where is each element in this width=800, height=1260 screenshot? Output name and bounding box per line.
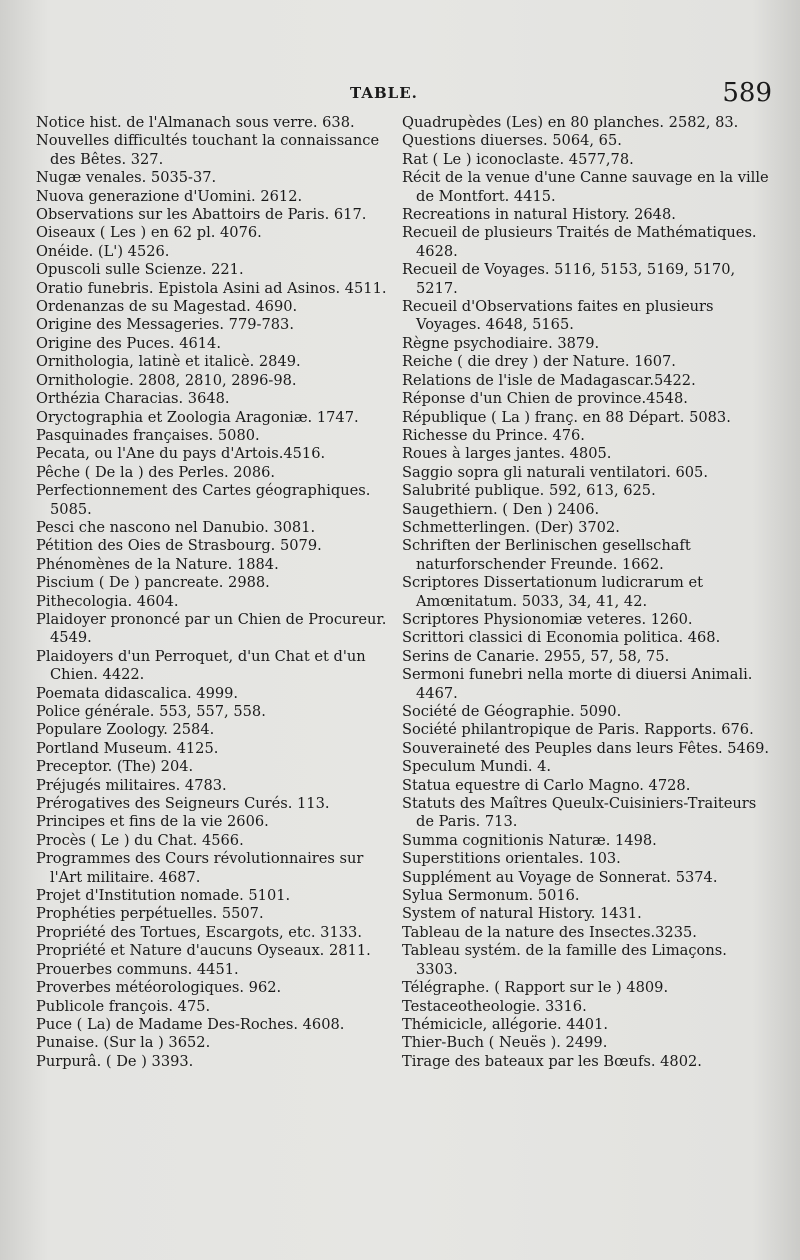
index-entry: Oiseaux ( Les ) en 62 pl. 4076. — [36, 224, 262, 242]
index-entry: Reiche ( die drey ) der Nature. 1607. — [402, 353, 676, 371]
index-entry: Serins de Canarie. 2955, 57, 58, 75. — [402, 647, 670, 665]
index-entry: Portland Museum. 4125. — [36, 739, 219, 757]
index-entry: Recueil d'Observations faites en plusieurs Voyages. 4648, 5165. — [402, 298, 714, 334]
index-entry: Procès ( Le ) du Chat. 4566. — [36, 831, 244, 849]
index-entry: Scriptores Dissertationum ludicrarum et Amœnitatum. 5033, 34, 41, 42. — [402, 574, 703, 610]
index-entry: Saugethiern. ( Den ) 2406. — [402, 500, 600, 518]
index-entry: Prophéties perpétuelles. 5507. — [36, 905, 264, 923]
index-entry: Recueil de plusieurs Traités de Mathématiques. 4628. — [402, 224, 757, 260]
index-entry: République ( La ) franç. en 88 Départ. 5083. — [402, 408, 731, 426]
index-entry: Propriété des Tortues, Escargots, etc. 3133. — [36, 923, 362, 941]
index-entry: Préjugés militaires. 4783. — [36, 776, 227, 794]
index-entry: Tableau systém. de la famille des Limaçons. 3303. — [402, 942, 727, 978]
index-entry: Nugæ venales. 5035-37. — [36, 169, 217, 187]
index-entry: Observations sur les Abattoirs de Paris. 617. — [36, 206, 367, 224]
index-entry: Pêche ( De la ) des Perles. 2086. — [36, 463, 276, 481]
index-entry: Prouerbes communs. 4451. — [36, 960, 239, 978]
index-entry: Sylua Sermonum. 5016. — [402, 887, 580, 905]
index-entry: Ornithologie. 2808, 2810, 2896-98. — [36, 371, 297, 389]
index-entry: Perfectionnement des Cartes géographiques. 5085. — [36, 482, 371, 518]
running-title: TABLE. — [350, 84, 418, 102]
index-entry: Plaidoyer prononcé par un Chien de Procureur. 4549. — [36, 610, 387, 647]
index-entry: Saggio sopra gli naturali ventilatori. 605. — [402, 463, 708, 481]
index-entry: Statuts des Maîtres Queulx-Cuisiniers-Traiteurs de Paris. 713. — [402, 795, 757, 831]
index-entry: Société de Géographie. 5090. — [402, 703, 622, 720]
index-entry: System of natural History. 1431. — [402, 905, 642, 923]
index-entry: Quadrupèdes (Les) en 80 planches. 2582, 83. — [402, 114, 739, 131]
index-entry: Pétition des Oies de Strasbourg. 5079. — [36, 537, 322, 555]
index-entry: Questions diuerses. 5064, 65. — [402, 132, 622, 150]
index-entry: Statua equestre di Carlo Magno. 4728. — [402, 776, 691, 794]
index-entry: Piscium ( De ) pancreate. 2988. — [36, 574, 270, 592]
index-entry: Publicole françois. 475. — [36, 997, 211, 1015]
index-entry: Supplément au Voyage de Sonnerat. 5374. — [402, 868, 718, 886]
index-entry: Relations de l'isle de Madagascar.5422. — [402, 371, 696, 389]
index-entry: Recueil de Voyages. 5116, 5153, 5169, 5170, 5217. — [402, 261, 736, 297]
index-entry: Réponse d'un Chien de province.4548. — [402, 390, 688, 408]
index-entry: Testaceotheologie. 3316. — [402, 997, 587, 1015]
index-entry: Preceptor. (The) 204. — [36, 758, 194, 776]
index-entry: Nouvelles difficultés touchant la connaissance des Bêtes. 327. — [36, 132, 380, 168]
index-entry: Superstitions orientales. 103. — [402, 850, 621, 868]
index-entry: Salubrité publique. 592, 613, 625. — [402, 482, 656, 500]
index-entry: Purpurâ. ( De ) 3393. — [36, 1052, 194, 1070]
index-entry: Schmetterlingen. (Der) 3702. — [402, 518, 620, 536]
index-entry: Tableau de la nature des Insectes.3235. — [402, 923, 697, 941]
index-entry: Speculum Mundi. 4. — [402, 758, 552, 776]
index-entry: Société philantropique de Paris. Rapports. 676. — [402, 721, 754, 739]
index-entry: Télégraphe. ( Rapport sur le ) 4809. — [402, 979, 669, 997]
left-column — [36, 114, 392, 1071]
index-entry: Ornithologia, latinè et italicè. 2849. — [36, 353, 301, 371]
index-entry: Scriptores Physionomiæ veteres. 1260. — [402, 610, 693, 628]
index-entry: Programmes des Cours révolutionnaires sur l'Art militaire. 4687. — [36, 850, 364, 886]
index-entry: Sermoni funebri nella morte di diuersi Animali. 4467. — [402, 666, 753, 702]
index-entry: Récit de la venue d'une Canne sauvage en la ville de Montfort. 4415. — [402, 169, 769, 205]
index-entry: Nuova generazione d'Uomini. 2612. — [36, 187, 303, 205]
index-entry: Projet d'Institution nomade. 5101. — [36, 887, 291, 905]
index-entry: Phénomènes de la Nature. 1884. — [36, 555, 279, 573]
index-entry: Pesci che nascono nel Danubio. 3081. — [36, 518, 316, 536]
index-entry: Punaise. (Sur la ) 3652. — [36, 1034, 211, 1052]
index-entry: Pithecologia. 4604. — [36, 592, 179, 610]
index-entry: Propriété et Nature d'aucuns Oyseaux. 2811. — [36, 942, 371, 960]
right-column — [402, 114, 770, 1071]
index-entry: Notice hist. de l'Almanach sous verre. 638. — [36, 114, 355, 131]
index-entry: Proverbes météorologiques. 962. — [36, 979, 282, 997]
index-entry: Police générale. 553, 557, 558. — [36, 703, 266, 720]
index-entry: Onéide. (L') 4526. — [36, 242, 170, 260]
index-entry: Richesse du Prince. 476. — [402, 426, 585, 444]
index-entry: Principes et fins de la vie 2606. — [36, 813, 269, 831]
index-entry: Souveraineté des Peuples dans leurs Fêtes. 5469. — [402, 739, 770, 757]
index-entry: Scrittori classici di Economia politica. 468. — [402, 629, 721, 647]
index-entry: Opuscoli sulle Scienze. 221. — [36, 261, 244, 279]
index-entry: Origine des Puces. 4614. — [36, 334, 221, 352]
index-entry: Plaidoyers d'un Perroquet, d'un Chat et d'un Chien. 4422. — [36, 647, 366, 684]
index-entry: Tirage des bateaux par les Bœufs. 4802. — [402, 1052, 702, 1070]
index-entry: Puce ( La) de Madame Des-Roches. 4608. — [36, 1015, 345, 1033]
index-entry: Pasquinades françaises. 5080. — [36, 426, 260, 444]
index-entry: Oratio funebris. Epistola Asini ad Asinos. 4511. — [36, 279, 387, 297]
index-entry: Prérogatives des Seigneurs Curés. 113. — [36, 795, 330, 813]
page-number: 589 — [722, 78, 772, 108]
page-header — [0, 80, 800, 106]
index-entry: Oryctographia et Zoologia Aragoniæ. 1747. — [36, 408, 359, 426]
index-entry: Thémicicle, allégorie. 4401. — [402, 1015, 609, 1033]
index-entry: Recreations in natural History. 2648. — [402, 206, 676, 224]
index-entry: Thier-Buch ( Neuës ). 2499. — [402, 1034, 608, 1052]
index-entry: Rat ( Le ) iconoclaste. 4577,78. — [402, 150, 634, 168]
index-entry: Orthézia Characias. 3648. — [36, 390, 230, 408]
index-entry: Schriften der Berlinischen gesellschaft naturforschender Freunde. 1662. — [402, 537, 691, 573]
index-entry: Poemata didascalica. 4999. — [36, 684, 239, 702]
index-entry: Pecata, ou l'Ane du pays d'Artois.4516. — [36, 445, 326, 463]
index-entry: Règne psychodiaire. 3879. — [402, 334, 600, 352]
index-entry: Ordenanzas de su Magestad. 4690. — [36, 298, 298, 316]
index-entry: Summa cognitionis Naturæ. 1498. — [402, 831, 657, 849]
index-entry: Populare Zoology. 2584. — [36, 721, 215, 739]
index-entry: Origine des Messageries. 779-783. — [36, 316, 294, 334]
index-entry: Roues à larges jantes. 4805. — [402, 445, 612, 463]
